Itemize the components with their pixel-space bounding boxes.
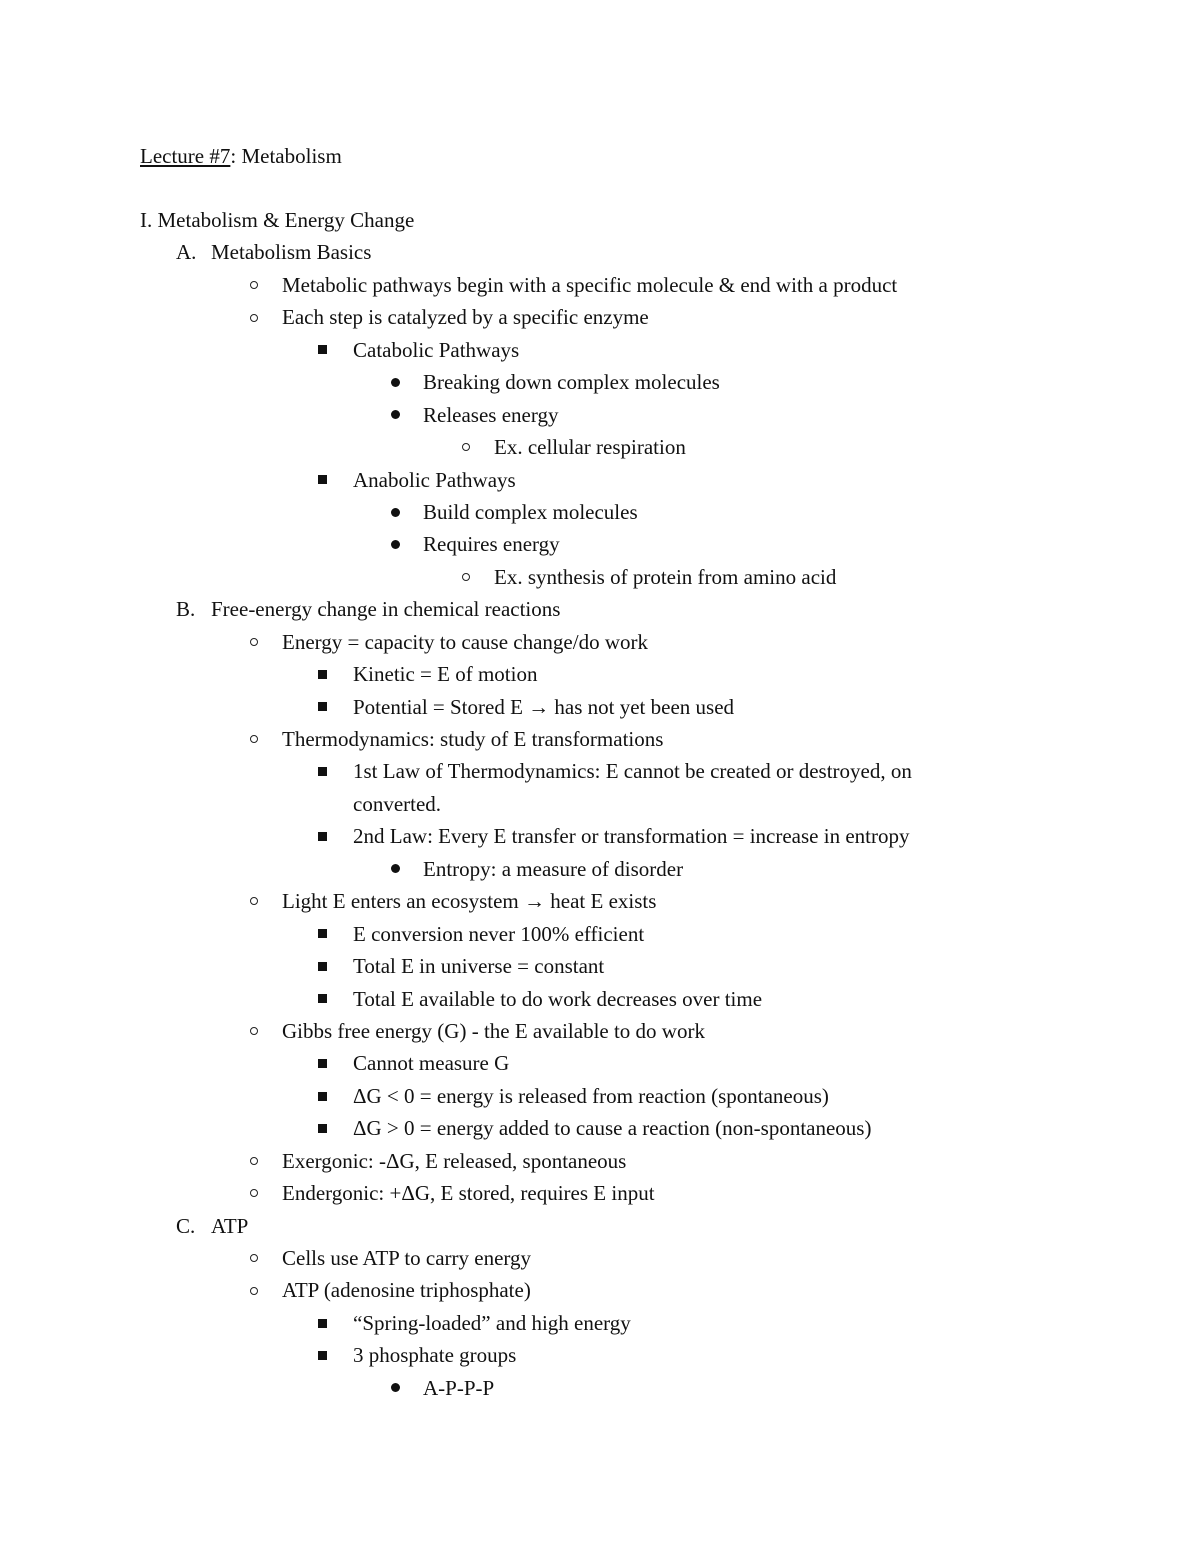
- outline-item: [0, 593, 1200, 625]
- outline-item: [0, 204, 1200, 236]
- outline-item: [0, 399, 1200, 431]
- outline-item: [0, 334, 1200, 366]
- outline-item: [0, 269, 1200, 301]
- hollow-circle-bullet-icon: [250, 1287, 258, 1295]
- outline-letter-marker: A.: [176, 240, 197, 265]
- outline-item-text: Catabolic Pathways: [353, 337, 520, 362]
- hollow-circle-bullet-icon: [250, 1189, 258, 1197]
- outline-item-text: Total E available to do work decreases over time: [353, 986, 763, 1011]
- outline-item: [0, 496, 1200, 528]
- outline-item: [0, 1112, 1200, 1144]
- outline-item-text: 2nd Law: Every E transfer or transformation = increase in entropy: [353, 824, 910, 849]
- outline-item-text: Cells use ATP to carry energy: [282, 1246, 532, 1270]
- outline-item: [0, 755, 1200, 787]
- outline-item: [0, 236, 1200, 268]
- outline-item: [0, 431, 1200, 463]
- outline-item-text: Metabolism Basics: [211, 240, 372, 265]
- outline-item-text: Build complex molecules: [423, 499, 638, 524]
- outline-item: [0, 1242, 1200, 1274]
- outline-item: [0, 820, 1200, 852]
- outline-item: [0, 1274, 1200, 1306]
- outline-item: [0, 301, 1200, 333]
- outline-item-text: Ex. synthesis of protein from amino acid: [494, 564, 837, 589]
- outline-list: [0, 204, 1200, 1404]
- outline-item-text: Potential = Stored E → has not yet been used: [353, 694, 735, 719]
- outline-item: [0, 528, 1200, 560]
- outline-item-text: converted.: [353, 791, 442, 816]
- hollow-circle-bullet-icon: [250, 1254, 258, 1262]
- outline-item-text: 3 phosphate groups: [353, 1343, 517, 1368]
- square-bullet-icon: [318, 929, 327, 938]
- outline-item: [0, 1177, 1200, 1209]
- outline-item-text: Energy = capacity to cause change/do work: [282, 629, 648, 654]
- outline-item-text: Thermodynamics: study of E transformations: [282, 727, 664, 751]
- square-bullet-icon: [318, 832, 327, 841]
- lecture-topic: : Metabolism: [230, 144, 342, 168]
- outline-item: [0, 1047, 1200, 1079]
- dot-bullet-icon: [391, 1383, 400, 1392]
- outline-item: [0, 464, 1200, 496]
- outline-item: [0, 1080, 1200, 1112]
- dot-bullet-icon: [391, 378, 400, 387]
- square-bullet-icon: [318, 767, 327, 776]
- outline-item: [0, 918, 1200, 950]
- outline-item-text: Entropy: a measure of disorder: [423, 856, 684, 881]
- hollow-circle-bullet-icon: [250, 281, 258, 289]
- hollow-circle-bullet-icon: [250, 897, 258, 905]
- outline-item: [0, 1015, 1200, 1047]
- hollow-circle-bullet-icon: [250, 314, 258, 322]
- lecture-label: Lecture #7: [140, 144, 231, 168]
- square-bullet-icon: [318, 345, 327, 354]
- square-bullet-icon: [318, 1319, 327, 1328]
- outline-item-text: Gibbs free energy (G) - the E available to do work: [282, 1018, 705, 1043]
- outline-item-text: ATP (adenosine triphosphate): [282, 1278, 531, 1303]
- outline-item: [0, 626, 1200, 658]
- dot-bullet-icon: [391, 540, 400, 549]
- square-bullet-icon: [318, 670, 327, 679]
- outline-item: [0, 950, 1200, 982]
- outline-item-text: 1st Law of Thermodynamics: E cannot be created or destroyed, on: [353, 759, 912, 784]
- dot-bullet-icon: [391, 864, 400, 873]
- outline-item: [0, 885, 1200, 917]
- outline-item-text: I. Metabolism & Energy Change: [140, 208, 415, 232]
- square-bullet-icon: [318, 1351, 327, 1360]
- outline-item-text: Exergonic: -ΔG, E released, spontaneous: [282, 1148, 627, 1173]
- outline-item: [0, 788, 1200, 820]
- outline-item-text: Endergonic: +ΔG, E stored, requires E input: [282, 1181, 655, 1206]
- hollow-circle-bullet-icon: [250, 1027, 258, 1035]
- outline-item: [0, 658, 1200, 690]
- outline-item-text: Kinetic = E of motion: [353, 662, 538, 687]
- outline-item-text: ΔG > 0 = energy added to cause a reaction (non-spontaneous): [353, 1116, 872, 1141]
- outline-item-text: Ex. cellular respiration: [494, 435, 686, 460]
- outline-letter-marker: C.: [176, 1213, 196, 1238]
- outline-item: [0, 983, 1200, 1015]
- outline-item-text: Anabolic Pathways: [353, 467, 516, 492]
- hollow-circle-bullet-icon: [250, 638, 258, 646]
- outline-item: [0, 561, 1200, 593]
- outline-item: [0, 1307, 1200, 1339]
- hollow-circle-bullet-icon: [462, 443, 470, 451]
- outline-item-text: Free-energy change in chemical reactions: [211, 597, 561, 622]
- square-bullet-icon: [318, 994, 327, 1003]
- square-bullet-icon: [318, 702, 327, 711]
- outline-item-text: Each step is catalyzed by a specific enzyme: [282, 305, 649, 330]
- outline-item: [0, 366, 1200, 398]
- dot-bullet-icon: [391, 410, 400, 419]
- outline-item-text: E conversion never 100% efficient: [353, 921, 645, 946]
- outline-item: [0, 1372, 1200, 1404]
- outline-item-text: Requires energy: [423, 532, 560, 557]
- hollow-circle-bullet-icon: [250, 735, 258, 743]
- square-bullet-icon: [318, 1092, 327, 1101]
- outline-item-text: ATP: [211, 1213, 249, 1238]
- outline-item-text: Metabolic pathways begin with a specific molecule & end with a product: [282, 272, 898, 297]
- square-bullet-icon: [318, 962, 327, 971]
- outline-letter-marker: B.: [176, 597, 196, 622]
- outline-item-text: Releases energy: [423, 402, 559, 427]
- hollow-circle-bullet-icon: [250, 1157, 258, 1165]
- outline-item: [0, 1339, 1200, 1371]
- outline-item-text: Total E in universe = constant: [353, 954, 605, 979]
- outline-item-text: “Spring-loaded” and high energy: [353, 1310, 631, 1335]
- outline-item-text: A-P-P-P: [423, 1375, 495, 1400]
- square-bullet-icon: [318, 1124, 327, 1133]
- square-bullet-icon: [318, 1059, 327, 1068]
- outline-item: [0, 853, 1200, 885]
- outline-item: [0, 1145, 1200, 1177]
- outline-item: [0, 723, 1200, 755]
- square-bullet-icon: [318, 475, 327, 484]
- outline-item-text: ΔG < 0 = energy is released from reaction (spontaneous): [353, 1083, 829, 1108]
- outline-item: [0, 691, 1200, 723]
- outline-item-text: Cannot measure G: [353, 1051, 510, 1076]
- outline-item-text: Breaking down complex molecules: [423, 370, 720, 395]
- outline-item: [0, 1210, 1200, 1242]
- page-title: [140, 140, 342, 172]
- outline-item-text: Light E enters an ecosystem → heat E exists: [282, 889, 657, 914]
- dot-bullet-icon: [391, 508, 400, 517]
- hollow-circle-bullet-icon: [462, 573, 470, 581]
